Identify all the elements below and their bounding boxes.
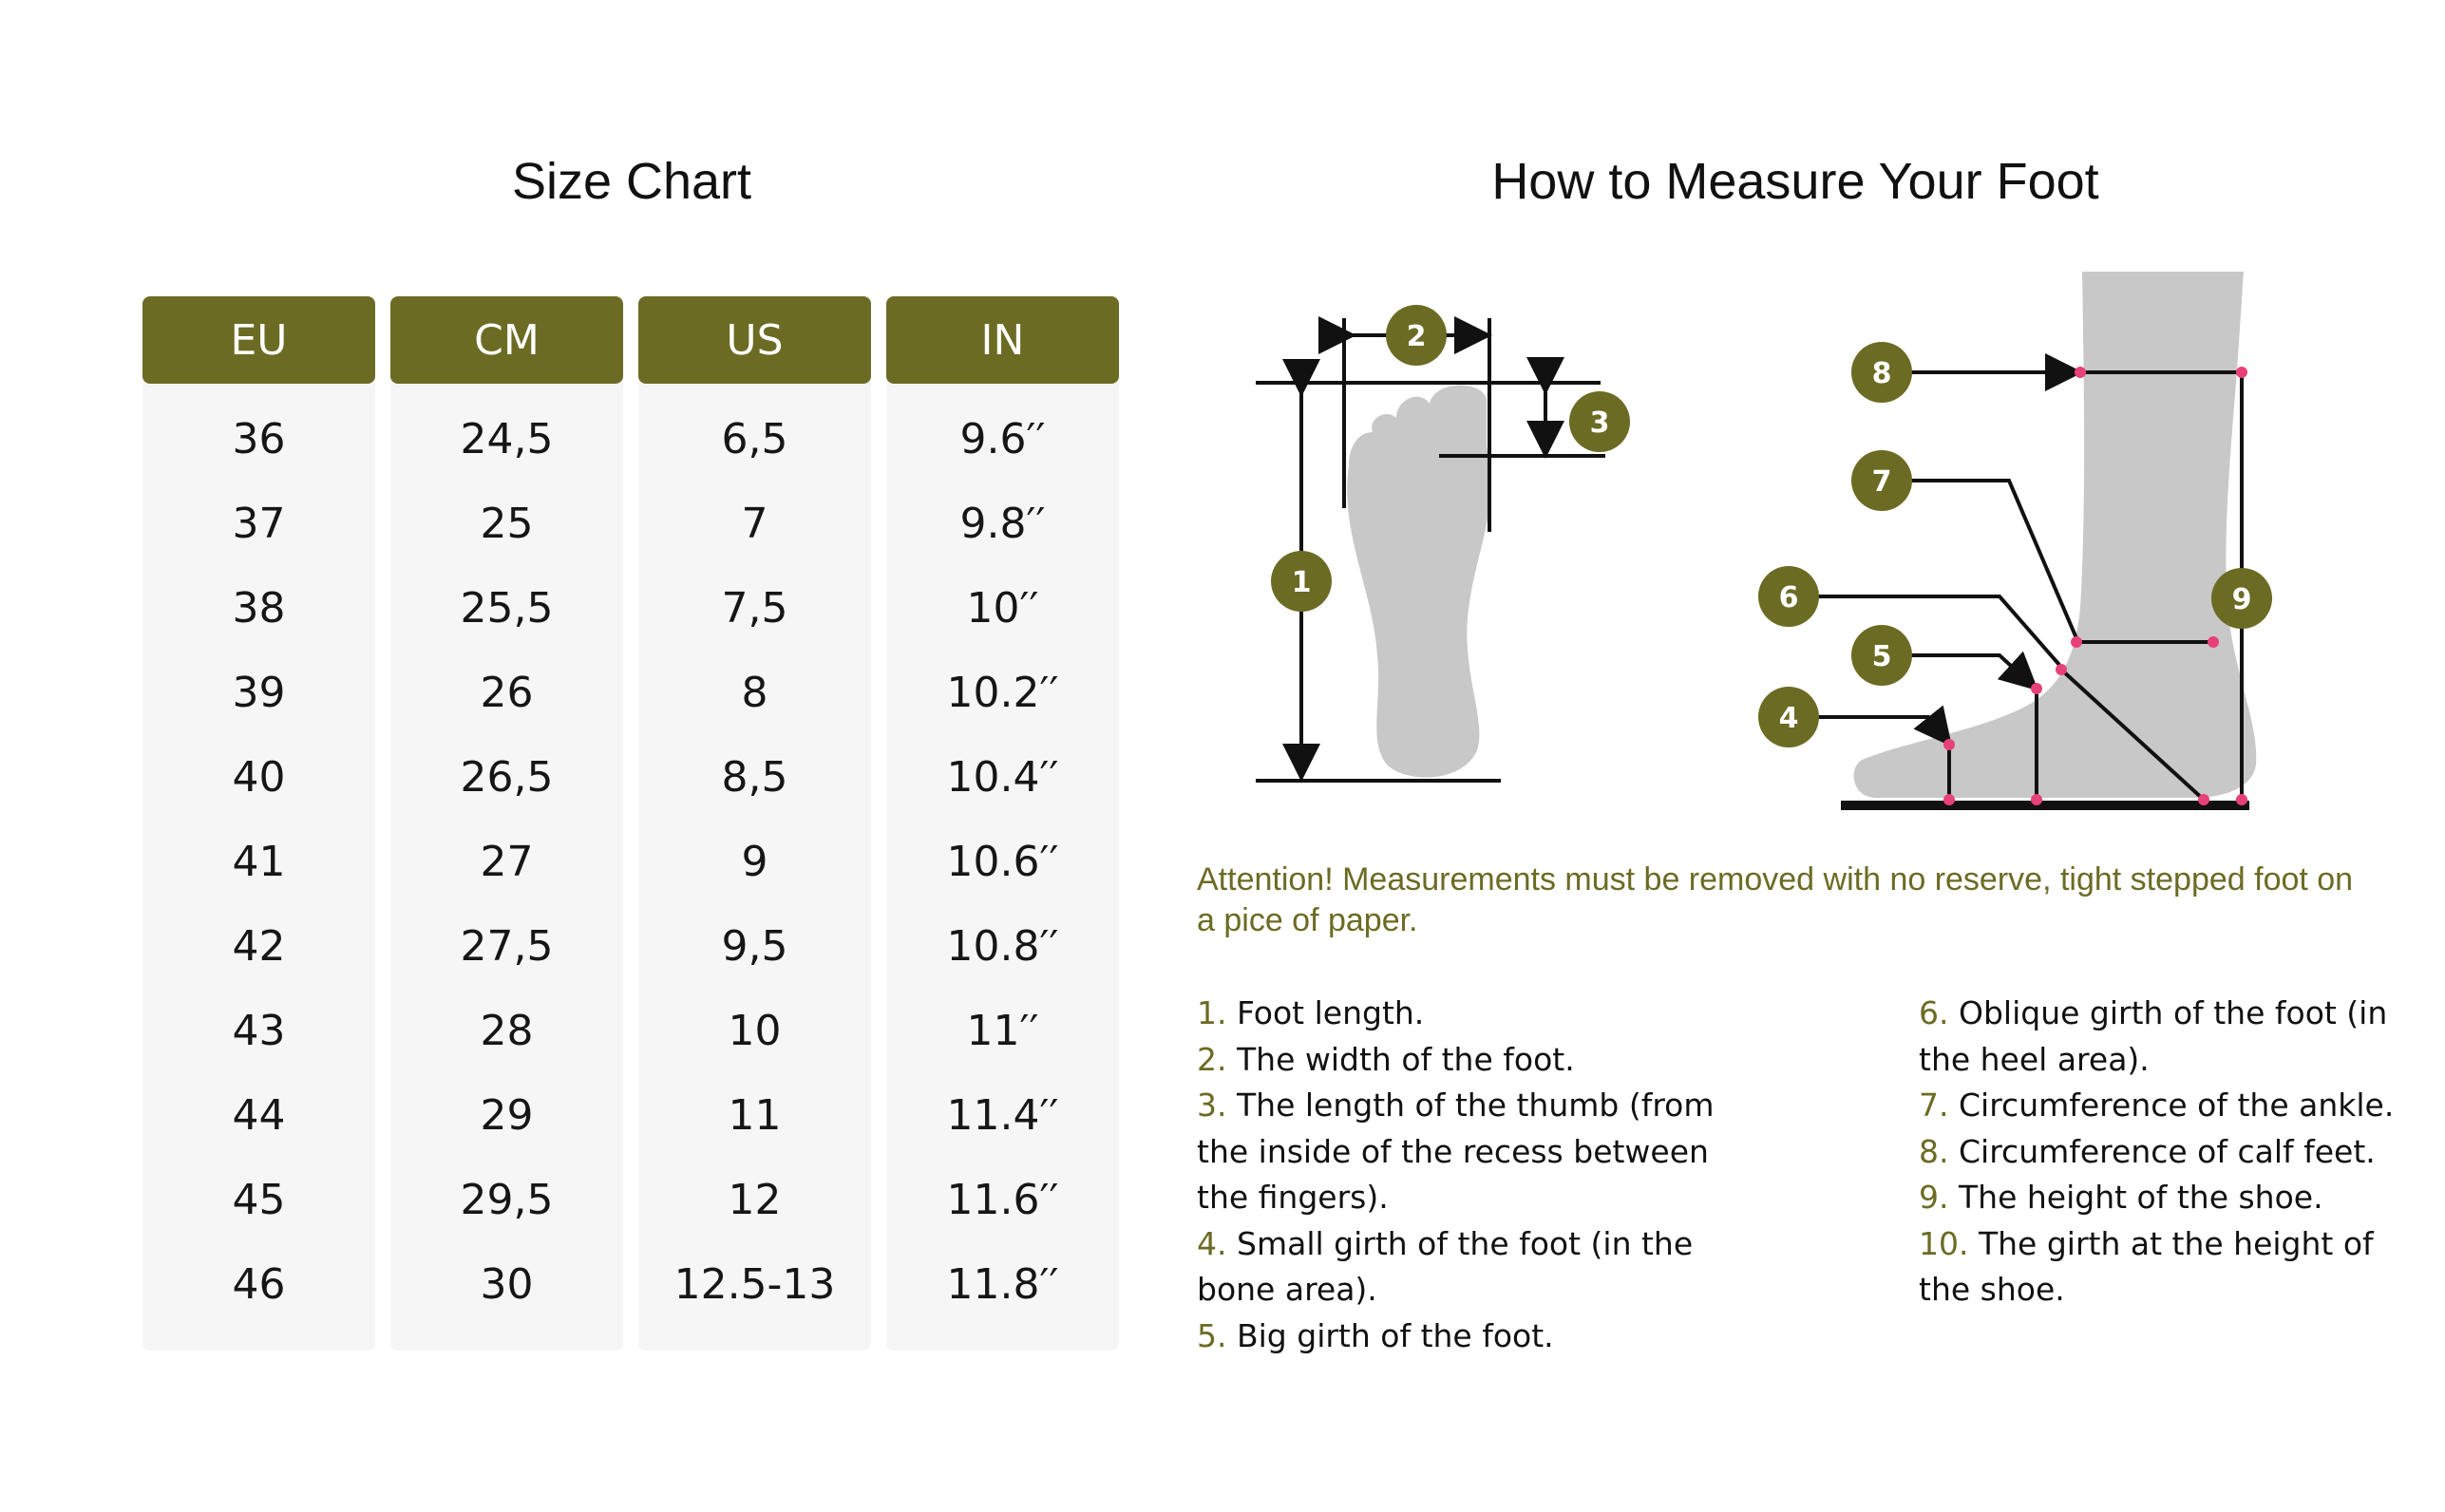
badge-2 bbox=[1386, 305, 1447, 366]
svg-text:6: 6 bbox=[1778, 581, 1799, 614]
table-cell: 45 bbox=[232, 1176, 286, 1224]
measurement-number: 4. bbox=[1197, 1224, 1227, 1262]
measurement-item bbox=[1197, 1037, 1757, 1084]
table-cell: 39 bbox=[232, 669, 286, 717]
table-cell: 40 bbox=[232, 753, 286, 802]
measurement-text: Foot length. bbox=[1237, 994, 1425, 1031]
measurement-text: Small girth of the foot (in the bone area). bbox=[1197, 1224, 1694, 1308]
table-cell: 38 bbox=[232, 584, 286, 633]
table-cell: 9.6′′ bbox=[959, 415, 1046, 463]
table-cell: 7 bbox=[741, 500, 768, 548]
table-cell: 11′′ bbox=[966, 1007, 1039, 1055]
measurement-text: The length of the thumb (from the inside of the recess between the fingers). bbox=[1197, 1087, 1715, 1216]
table-cell: 27 bbox=[480, 838, 534, 886]
measurement-item bbox=[1197, 1083, 1757, 1221]
table-cell: 28 bbox=[480, 1007, 534, 1055]
foot-top-view bbox=[1256, 318, 1605, 781]
table-cell: 10′′ bbox=[966, 584, 1039, 633]
svg-text:7: 7 bbox=[1871, 465, 1892, 499]
table-cell: 36 bbox=[232, 415, 286, 463]
badge-9 bbox=[2211, 568, 2272, 629]
measurement-number: 1. bbox=[1197, 994, 1227, 1031]
table-cell: 8,5 bbox=[721, 753, 788, 802]
table-cell: 10 bbox=[728, 1007, 782, 1055]
table-cell: 9.8′′ bbox=[959, 500, 1046, 548]
table-cell: 25,5 bbox=[460, 584, 554, 633]
table-cell: 26 bbox=[480, 669, 534, 717]
measurement-text: Circumference of calf feet. bbox=[1959, 1132, 2376, 1170]
column-header: US bbox=[638, 296, 871, 384]
table-cell: 25 bbox=[480, 500, 534, 548]
measurement-text: Big girth of the foot. bbox=[1237, 1316, 1554, 1354]
badge-3 bbox=[1569, 391, 1630, 452]
measurement-item bbox=[1197, 991, 1757, 1037]
svg-text:3: 3 bbox=[1589, 406, 1610, 440]
table-cell: 29,5 bbox=[460, 1176, 554, 1224]
table-cell: 11.4′′ bbox=[946, 1091, 1059, 1140]
measurement-text: Circumference of the ankle. bbox=[1959, 1087, 2395, 1124]
measurement-number: 2. bbox=[1197, 1040, 1227, 1078]
badge-7 bbox=[1851, 450, 1912, 511]
table-cell: 46 bbox=[232, 1260, 286, 1309]
table-cell: 9,5 bbox=[721, 922, 788, 971]
table-cell: 24,5 bbox=[460, 415, 554, 463]
measurement-item bbox=[1919, 1175, 2413, 1221]
table-cell: 8 bbox=[741, 669, 768, 717]
svg-text:8: 8 bbox=[1871, 357, 1892, 390]
table-cell: 6,5 bbox=[721, 415, 788, 463]
measurement-number: 6. bbox=[1919, 994, 1949, 1031]
measurement-text: The girth at the height of the shoe. bbox=[1919, 1224, 2374, 1308]
table-cell: 29 bbox=[480, 1091, 534, 1140]
measurement-number: 9. bbox=[1919, 1179, 1949, 1216]
badge-5 bbox=[1851, 625, 1912, 686]
table-cell: 9 bbox=[741, 838, 768, 886]
table-cell: 42 bbox=[232, 922, 286, 971]
table-cell: 12 bbox=[728, 1176, 782, 1224]
svg-text:5: 5 bbox=[1871, 640, 1892, 673]
badge-8 bbox=[1851, 342, 1912, 403]
measurement-list-right bbox=[1919, 991, 2413, 1314]
measure-title: How to Measure Your Foot bbox=[1491, 153, 2099, 210]
table-cell: 43 bbox=[232, 1007, 286, 1055]
measurement-item bbox=[1919, 1083, 2413, 1129]
badge-6 bbox=[1758, 566, 1819, 627]
column-header: CM bbox=[390, 296, 623, 384]
measurement-item bbox=[1919, 1129, 2413, 1176]
measurement-number: 5. bbox=[1197, 1316, 1227, 1354]
attention-note: Attention! Measurements must be removed with no reserve, tight stepped foot on a pice of paper. bbox=[1197, 861, 2354, 938]
table-cell: 11.6′′ bbox=[946, 1176, 1059, 1224]
measurement-number: 8. bbox=[1919, 1132, 1949, 1170]
table-cell: 10.6′′ bbox=[946, 838, 1059, 886]
table-cell: 44 bbox=[232, 1091, 286, 1140]
svg-text:9: 9 bbox=[2231, 583, 2252, 616]
badge-1 bbox=[1271, 551, 1332, 612]
table-cell: 26,5 bbox=[460, 753, 554, 802]
svg-text:1: 1 bbox=[1291, 566, 1312, 599]
measurement-text: The width of the foot. bbox=[1237, 1040, 1575, 1078]
table-cell: 37 bbox=[232, 500, 286, 548]
measurement-number: 7. bbox=[1919, 1087, 1949, 1124]
table-cell: 7,5 bbox=[721, 584, 788, 633]
measurement-item bbox=[1197, 1221, 1757, 1314]
table-cell: 10.8′′ bbox=[946, 922, 1059, 971]
table-cell: 30 bbox=[480, 1260, 534, 1309]
column-header: IN bbox=[886, 296, 1119, 384]
svg-text:2: 2 bbox=[1406, 320, 1427, 353]
measurement-item bbox=[1919, 1221, 2413, 1314]
table-cell: 27,5 bbox=[460, 922, 554, 971]
svg-text:4: 4 bbox=[1778, 702, 1799, 735]
table-cell: 11.8′′ bbox=[946, 1260, 1059, 1309]
badge-4 bbox=[1758, 687, 1819, 747]
measurement-text: The height of the shoe. bbox=[1959, 1179, 2323, 1216]
table-cell: 10.2′′ bbox=[946, 669, 1059, 717]
measurement-list-left bbox=[1197, 991, 1757, 1359]
table-cell: 41 bbox=[232, 838, 286, 886]
size-chart-title: Size Chart bbox=[511, 153, 752, 210]
measurement-number: 10. bbox=[1919, 1224, 1969, 1262]
measurement-number: 3. bbox=[1197, 1087, 1227, 1124]
table-cell: 11 bbox=[728, 1091, 782, 1140]
table-cell: 12.5-13 bbox=[673, 1260, 836, 1309]
column-header: EU bbox=[142, 296, 375, 384]
measurement-text: Oblique girth of the foot (in the heel area). bbox=[1919, 994, 2388, 1078]
table-cell: 10.4′′ bbox=[946, 753, 1059, 802]
measurement-item bbox=[1919, 991, 2413, 1083]
measurement-item bbox=[1197, 1314, 1757, 1360]
